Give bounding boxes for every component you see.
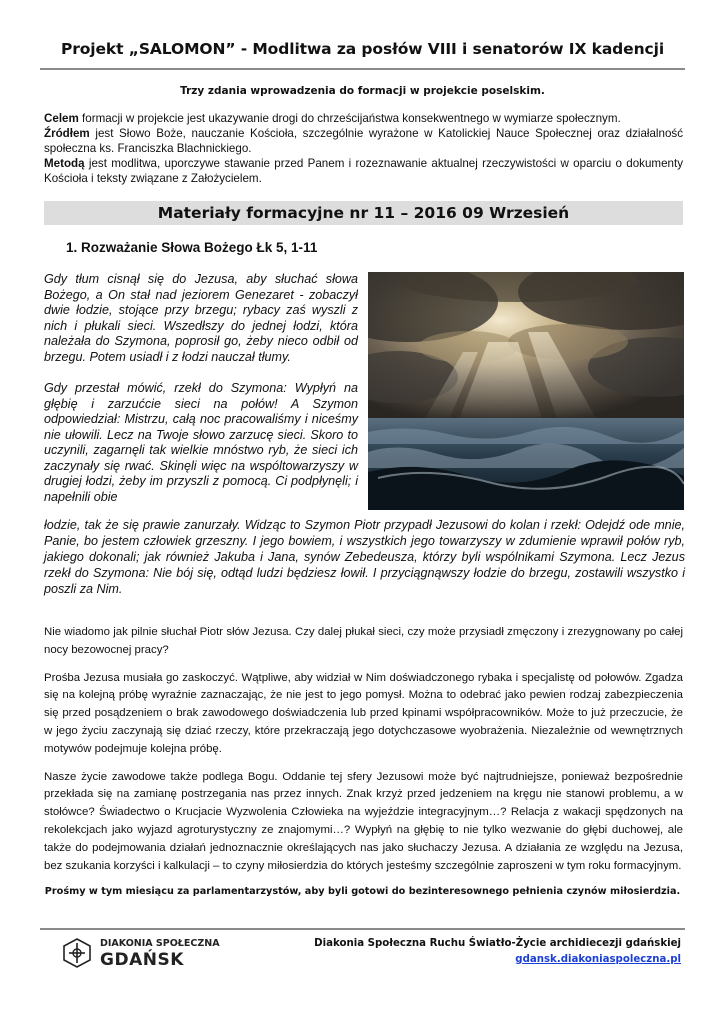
gospel-text-full-width [44, 517, 685, 597]
footer-divider [40, 928, 685, 930]
commentary [44, 624, 683, 885]
footer-website-link[interactable]: gdansk.diakoniaspoleczna.pl [515, 954, 681, 965]
gospel-paragraph-2: Gdy przestał mówić, rzekł do Szymona: Wypłyń na głębię i zarzućcie sieci na połów! A Szymon odpowiedział: Mistrzu, całą noc pracowaliśmy i niceśmy nie ułowili. Lecz na Twoje słowo zarzucę sieci. Skoro to uczynili, zagarnęli tak wielkie mnóstwo ryb, że sieci ich zaczynały się rwać. Skinęli więc na wspóltowarzyszy w drugiej łodzi, żeby im przyszli z pomocą. Ci podpłynęli; i napełnili obie [44, 381, 358, 504]
gospel-paragraph-1: Gdy tłum cisnął się do Jezusa, aby słuchać słowa Bożego, a On stał nad jeziorem Genezaret - zobaczył dwie łodzie, stojące przy brzegu; rybacy zaś wyszli z nich i płukali sieci. Wszedłszy do jednej łodzi, która należała do Szymona, poprosił go, żeby nieco odbił od brzegu. Potem usiadł i z łodzi nauczał tłumy. [44, 272, 358, 364]
commentary-paragraph-1: Nie wiadomo jak pilnie słuchał Piotr słów Jezusa. Czy dalej płukał sieci, czy może przysiadł zmęczony i zrezygnowany po całej nocy bezowocnej pracy? [44, 626, 683, 656]
intro-goal-paragraph [44, 111, 683, 126]
header-divider [40, 68, 685, 70]
footer-organization: Diakonia Społeczna Ruchu Światło-Życie archidiecezji gdańskiej [314, 938, 681, 949]
intro-source-term: Źródłem [44, 127, 90, 140]
logo-line-1: DIAKONIA SPOŁECZNA [100, 938, 220, 949]
commentary-paragraph-3: Nasze życie zawodowe także podlega Bogu. Oddanie tej sfery Jezusowi może być najtrudniejsze, ponieważ bezpośrednie przekłada się na zamianę postrzegania nas przez innych. Znak krzyż przed jedzeniem na kręgu nie stanowi problemu, a w stołówce? Świadectwo o Krucjacie Wyzwolenia Człowieka na wyjeździe integracyjnym…? Relacja z wakacji spędzonych na rekolekcjach jako wyjazd agroturystyczny ze znajomymi…? Wypłyń na głębię to nie tylko wezwanie do głębi duchowej, ale także do podejmowania działań jednoznacznie określających nas jako słuchaczy Jezusa. A działania ze względu na Jezusa, bez szukania korzyści i kalkulacji – to czyny miłosierdzia do których jesteśmy szczególnie zaproszeni w tym roku formacyjnym. [44, 770, 683, 872]
materials-banner: Materiały formacyjne nr 11 – 2016 09 Wrzesień [44, 201, 683, 225]
intro-title: Trzy zdania wprowadzenia do formacji w projekcie poselskim. [180, 85, 545, 97]
closing-prayer-intention: Prośmy w tym miesiącu za parlamentarzystów, aby byli gotowi do bezinteresownego pełnienia czynów miłosierdzia. [44, 886, 681, 897]
logo-line-2: GDAŃSK [100, 950, 184, 970]
gospel-paragraph-3: łodzie, tak że się prawie zanurzały. Widząc to Szymon Piotr przypadł Jezusowi do kolan i rzekł: Odejdź ode mnie, Panie, bo jestem człowiek grzeszny. I jego bowiem, i wszystkich jego towarzyszy w zdumienie wprawił połów ryb, jakiego dokonali; jak również Jakuba i Jana, synów Zebedeusza, którzy byli wspólnikami Szymona. Lecz Jezus rzekł do Szymona: Nie bój się, odtąd ludzi będziesz łowił. I przyciągnąwszy łodzie do brzegu, zostawili wszystko i poszli za Nim. [44, 518, 685, 596]
section-heading: 1. Rozważanie Słowa Bożego Łk 5, 1-11 [66, 240, 318, 255]
intro-goal-term: Celem [44, 112, 79, 125]
intro-goal-text: formacji w projekcie jest ukazywanie drogi do chrześcijaństwa konsekwentnego w wymiarze społecznym. [78, 112, 621, 125]
diakonia-emblem-icon [62, 938, 92, 968]
intro-source-paragraph [44, 126, 683, 156]
stormy-sea-image [368, 272, 684, 510]
intro-method-paragraph [44, 156, 683, 186]
intro-source-text: jest Słowo Boże, nauczanie Kościoła, szczególnie wyrażone w Katolickiej Nauce Społecznej oraz działalność społeczna ks. Franciszka Blachnickiego. [44, 127, 683, 155]
gospel-text-wrapped [44, 272, 358, 521]
diakonia-logo [62, 936, 252, 976]
stormy-sea-illustration [368, 272, 684, 510]
commentary-paragraph-2: Prośba Jezusa musiała go zaskoczyć. Wątpliwe, aby widział w Nim doświadczonego rybaka i specjalistę od połowów. Zgadza się na kolejną próbę wyraźnie zaznaczając, że nie jest to jego pomysł. Można to odebrać jako pewien rodzaj zabezpieczenia się przed posądzeniem o brak zawodowego doświadczenia lub przed kpinami współpracowników. Może to już przeczucie, że w jego życiu zaczynają się dziać rzeczy, które przekraczają jego dotychczasowe wyobrażenia. Niezależnie od wewnętrznych motywów podejmuje kolejna próbę. [44, 671, 683, 755]
intro-body [44, 111, 683, 186]
intro-method-term: Metodą [44, 157, 85, 170]
intro-method-text: jest modlitwa, uporczywe stawanie przed Panem i rozeznawanie aktualnej rzeczywistości w oparciu o dokumenty Kościoła i teksty związane z Założycielem. [44, 157, 683, 185]
document-header-title: Projekt „SALOMON” - Modlitwa za posłów VIII i senatorów IX kadencji [60, 40, 665, 58]
